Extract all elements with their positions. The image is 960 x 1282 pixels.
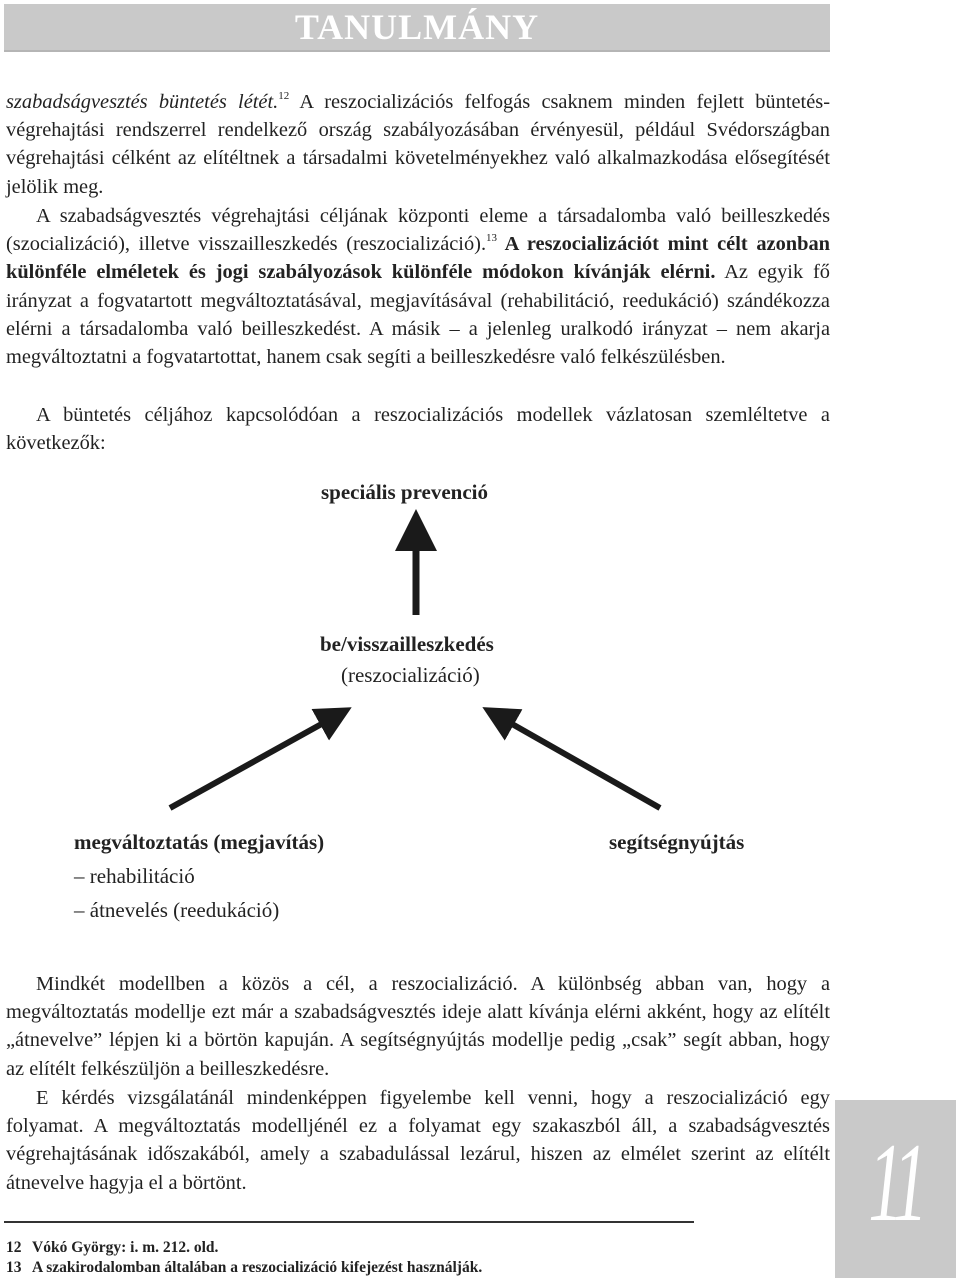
section-title: TANULMÁNY (294, 7, 540, 47)
diagram-top-label: speciális prevenció (321, 480, 489, 504)
italic-lead: szabadságvesztés büntetés létét. (6, 91, 279, 113)
footnote-12-number: 12 (6, 1239, 22, 1256)
diagram-middle-sublabel: (reszocializáció) (341, 663, 480, 687)
arrow-left-diagonal (170, 716, 336, 808)
paragraph-3-text: A büntetés céljához kapcsolódóan a reszocializációs modellek vázlatosan szemléltetve a következők: (6, 404, 830, 455)
footnote-ref-12[interactable]: 12 (278, 90, 290, 102)
diagram-left-item-2: – átnevelés (reedukáció) (74, 898, 280, 922)
footnote-divider (4, 1221, 694, 1223)
paragraph-5-text: E kérdés vizsgálatánál mindenképpen figyelembe kell venni, hogy a reszocializáció egy folyamat. A megváltoztatás modelljénél ez a folyamat egy szakaszból áll, a szabadságvesztés végrehajtásának időszakából, amely a szabadulással lezárul, hiszen az elmélet szerint az elítélt átnevelve hagyja el a börtönt. (6, 1087, 830, 1194)
paragraph-4 (6, 970, 830, 1083)
footnote-13-text: A szakirodalomban általában a reszocializáció kifejezést használják. (32, 1259, 483, 1276)
arrow-right-diagonal (498, 716, 660, 808)
diagram-left-label: megváltoztatás (megjavítás) (74, 830, 325, 854)
section-header (4, 4, 830, 52)
page-number: 11 (868, 1121, 923, 1245)
footnote-12 (6, 1238, 218, 1258)
page-number-box (835, 1100, 956, 1278)
diagram-middle-label: be/visszailleszkedés (320, 632, 494, 656)
footnote-12-text: Vókó György: i. m. 212. old. (32, 1239, 219, 1256)
diagram-right-label: segítségnyújtás (609, 830, 745, 854)
paragraph-5 (6, 1084, 830, 1197)
paragraph-1 (6, 88, 830, 201)
paragraph-3 (6, 401, 830, 457)
paragraph-4-text: Mindkét modellben a közös a cél, a reszocializáció. A különbség abban van, hogy a megváltoztatás modellje ezt már a szabadságvesztés ideje alatt kívánja elérni akként, hogy az elítélt „átnevelve” lépjen ki a börtön kapuján. A segítségnyújtás modellje pedig „csak” segít abban, hogy az elítélt felkészüljön a beilleszkedésre. (6, 973, 830, 1080)
paragraph-1-text: A reszocializációs felfogás csaknem minden fejlett büntetés-végrehajtási rendszerrel rendelkező ország szabályozásában érvényesül, például Svédországban végrehajtási célként az elítéltnek a társadalmi követelményekhez való alkalmazkodása elősegítését jelölik meg. (6, 91, 830, 198)
diagram-left-item-1: – rehabilitáció (74, 864, 195, 888)
paragraph-2-text-b: Az egyik fő irányzat a fogvatartott megváltoztatásával, megjavításával (rehabilitáció, reedukáció) szándékozza elérni a társadalomba való beilleszkedést. A másik – a jelenleg uralkodó irányzat – nem akarja megváltoztatni a fogvatartottat, hanem csak segíti a beilleszkedésre való felkészülésben. (6, 261, 831, 369)
paragraph-2-text-a: A szabadságvesztés végrehajtási céljának központi eleme a társadalomba való beilleszkedés (szocializáció), illetve visszailleszkedés (reszocializáció). (6, 205, 830, 256)
footnote-13-number: 13 (6, 1259, 22, 1276)
footnote-ref-13[interactable]: 13 (486, 232, 498, 245)
footnote-13 (6, 1258, 482, 1278)
paragraph-2 (6, 202, 830, 371)
paragraph-2-bold: A reszocializációt mint célt azonban különféle elméletek és jogi szabályozások különféle módokon kívánják elérni. (6, 233, 830, 284)
